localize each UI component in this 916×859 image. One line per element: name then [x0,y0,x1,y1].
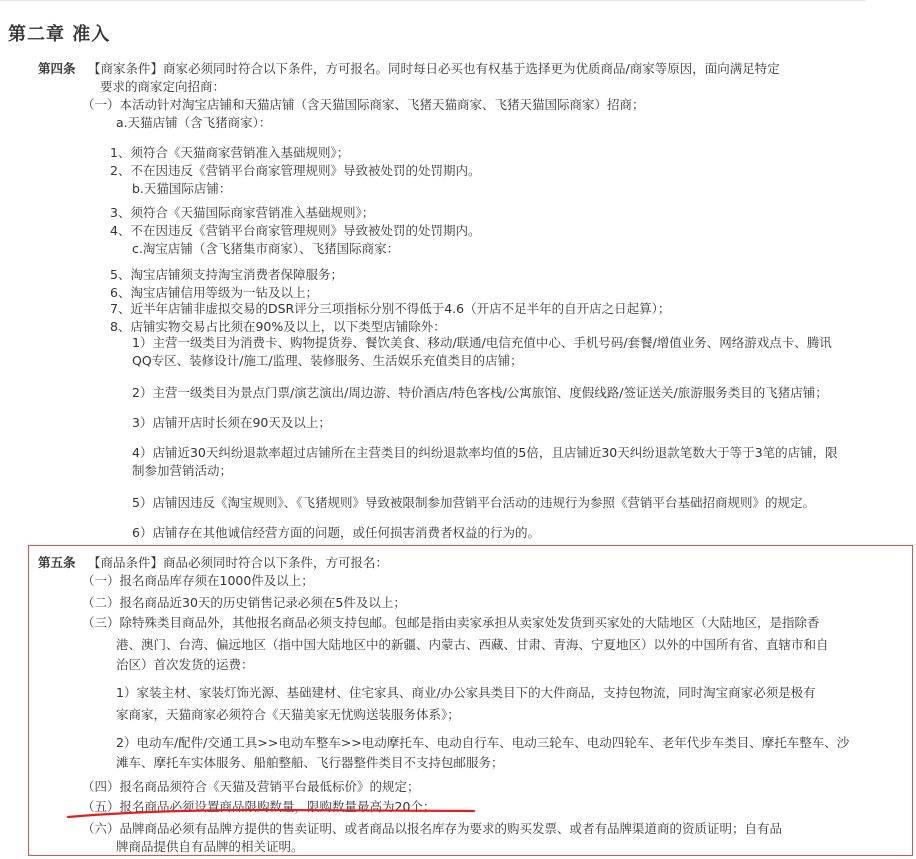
exception-1-line-1: 1）主营一级类目为消费卡、购物提货券、餐饮美食、移动/联通/电信充值中心、手机号码/套餐/增值业务、网络游戏点卡、腾讯 [132,335,832,350]
article-5-para-6-line-1: （六）品牌商品必须有品牌方提供的售卖证明、或者商品以报名库存为要求的购买发票、或者有品牌渠道商的资质证明；自有品 [82,821,783,836]
article-5-para-1: （一）报名商品库存须在1000件及以上； [82,573,314,588]
article-4-label: 第四条 [38,61,76,76]
exception-4-line-1: 4）店铺近30天纠纷退款率超过店铺所在主营类目的纠纷退款率均值的5倍，且店铺近30天纠纷退款笔数大于等于3笔的店铺，限 [132,445,838,460]
special-2-line-2: 滩车、摩托车实体服务、船舶整船、飞行器整件类目不支持包邮服务； [116,755,504,770]
taobao-store-heading: c.淘宝店铺（含飞猪集市商家）、飞猪国际商家： [132,241,400,256]
exception-4-line-2: 制参加营销活动； [132,463,233,478]
special-2-line-1: 2）电动车/配件/交通工具>>电动车整车>>电动摩托车、电动自行车、电动三轮车、电动四轮车、老年代步车类目、摩托车整车、沙 [116,735,850,750]
special-1-line-2: 家商家，天猫商家必须符合《天猫美家无忧购送装服务体系》； [116,707,460,722]
item-1: 1、须符合《天猫商家营销准入基础规则》； [110,145,350,160]
special-1-line-1: 1）家装主材、家装灯饰光源、基础建材、住宅家具、商业/办公家具类目下的大件商品，支持包物流，同时淘宝商家必须是极有 [116,685,816,700]
tmall-store-heading: a.天猫店铺（含飞猪商家）： [116,115,272,130]
red-strikethrough-annotation [66,806,476,820]
item-7: 7、近半年店铺非虚拟交易的DSR评分三项指标分别不得低于4.6（开店不足半年的自开店之日起算）； [110,301,671,316]
article-5-para-6-line-2: 牌商品提供自有品牌的相关证明。 [116,839,304,854]
article-4-intro-line-2: 要求的商家定向招商： [100,79,226,94]
article-4-intro-line-1: 【商家条件】商家必须同时符合以下条件，方可报名。同时每日必买也有权基于选择更为优质商品/商家等原因，面向满足特定 [88,61,780,76]
exception-2: 2）主营一级类目为景点门票/演艺演出/周边游、特价酒店/特色客栈/公寓旅馆、度假线路/签证送关/旅游服务类目的飞猪店铺； [132,385,828,400]
item-3: 3、须符合《天猫国际商家营销准入基础规则》； [110,205,375,220]
article-4-para-1: （一）本活动针对淘宝店铺和天猫店铺（含天猫国际商家、飞猪天猫商家、飞猪天猫国际商家）招商； [82,97,645,112]
exception-5: 5）店铺因违反《淘宝规则》、《飞猪规则》导致被限制参加营销平台活动的违规行为参照《营销平台基础招商规则》的规定。 [132,495,815,510]
article-5-para-3-line-1: （三）除特殊类目商品外，其他报名商品必须支持包邮。包邮是指由卖家承担从卖家处发货到买家处的大陆地区（大陆地区，是指除香 [82,615,820,630]
article-5-para-4: （四）报名商品须符合《天猫及营销平台最低标价》的规定； [82,779,420,794]
item-5: 5、淘宝店铺须支持淘宝消费者保障服务； [110,267,343,282]
article-5-para-3-line-2: 港、澳门、台湾、偏远地区（指中国大陆地区中的新疆、内蒙古、西藏、甘肃、青海、宁夏地区）以外的中国所有省、直辖市和自 [116,637,829,652]
item-8: 8、店铺实物交易占比须在90%及以上，以下类型店铺除外： [110,319,446,334]
article-5-para-2: （二）报名商品近30天的历史销售记录必须在5件及以上； [82,595,406,610]
item-6: 6、淘宝店铺信用等级为一钻及以上； [110,285,318,300]
top-divider [0,0,866,1]
exception-6: 6）店铺存在其他诚信经营方面的问题，或任何损害消费者权益的行为的。 [132,525,540,540]
exception-1-line-2: QQ专区、装修设计/施工/监理、装修服务、生活娱乐充值类目的店铺； [132,353,523,368]
item-2: 2、不在因违反《营销平台商家管理规则》导致被处罚的处罚期内。 [110,163,481,178]
article-5-para-3-line-3: 治区）首次发货的运费： [116,657,254,672]
article-5-label: 第五条 [38,555,76,570]
tmall-intl-heading: b.天猫国际店铺： [132,181,232,196]
chapter-title: 第二章 准入 [8,24,111,45]
article-5-para-5: （五）报名商品必须设置商品限购数量，限购数量最高为20个； [82,799,436,814]
item-4: 4、不在因违反《营销平台商家管理规则》导致被处罚的处罚期内。 [110,223,481,238]
article-5-intro: 【商品条件】商品必须同时符合以下条件，方可报名： [88,555,389,570]
exception-3: 3）店铺开店时长须在90天及以上； [132,415,331,430]
